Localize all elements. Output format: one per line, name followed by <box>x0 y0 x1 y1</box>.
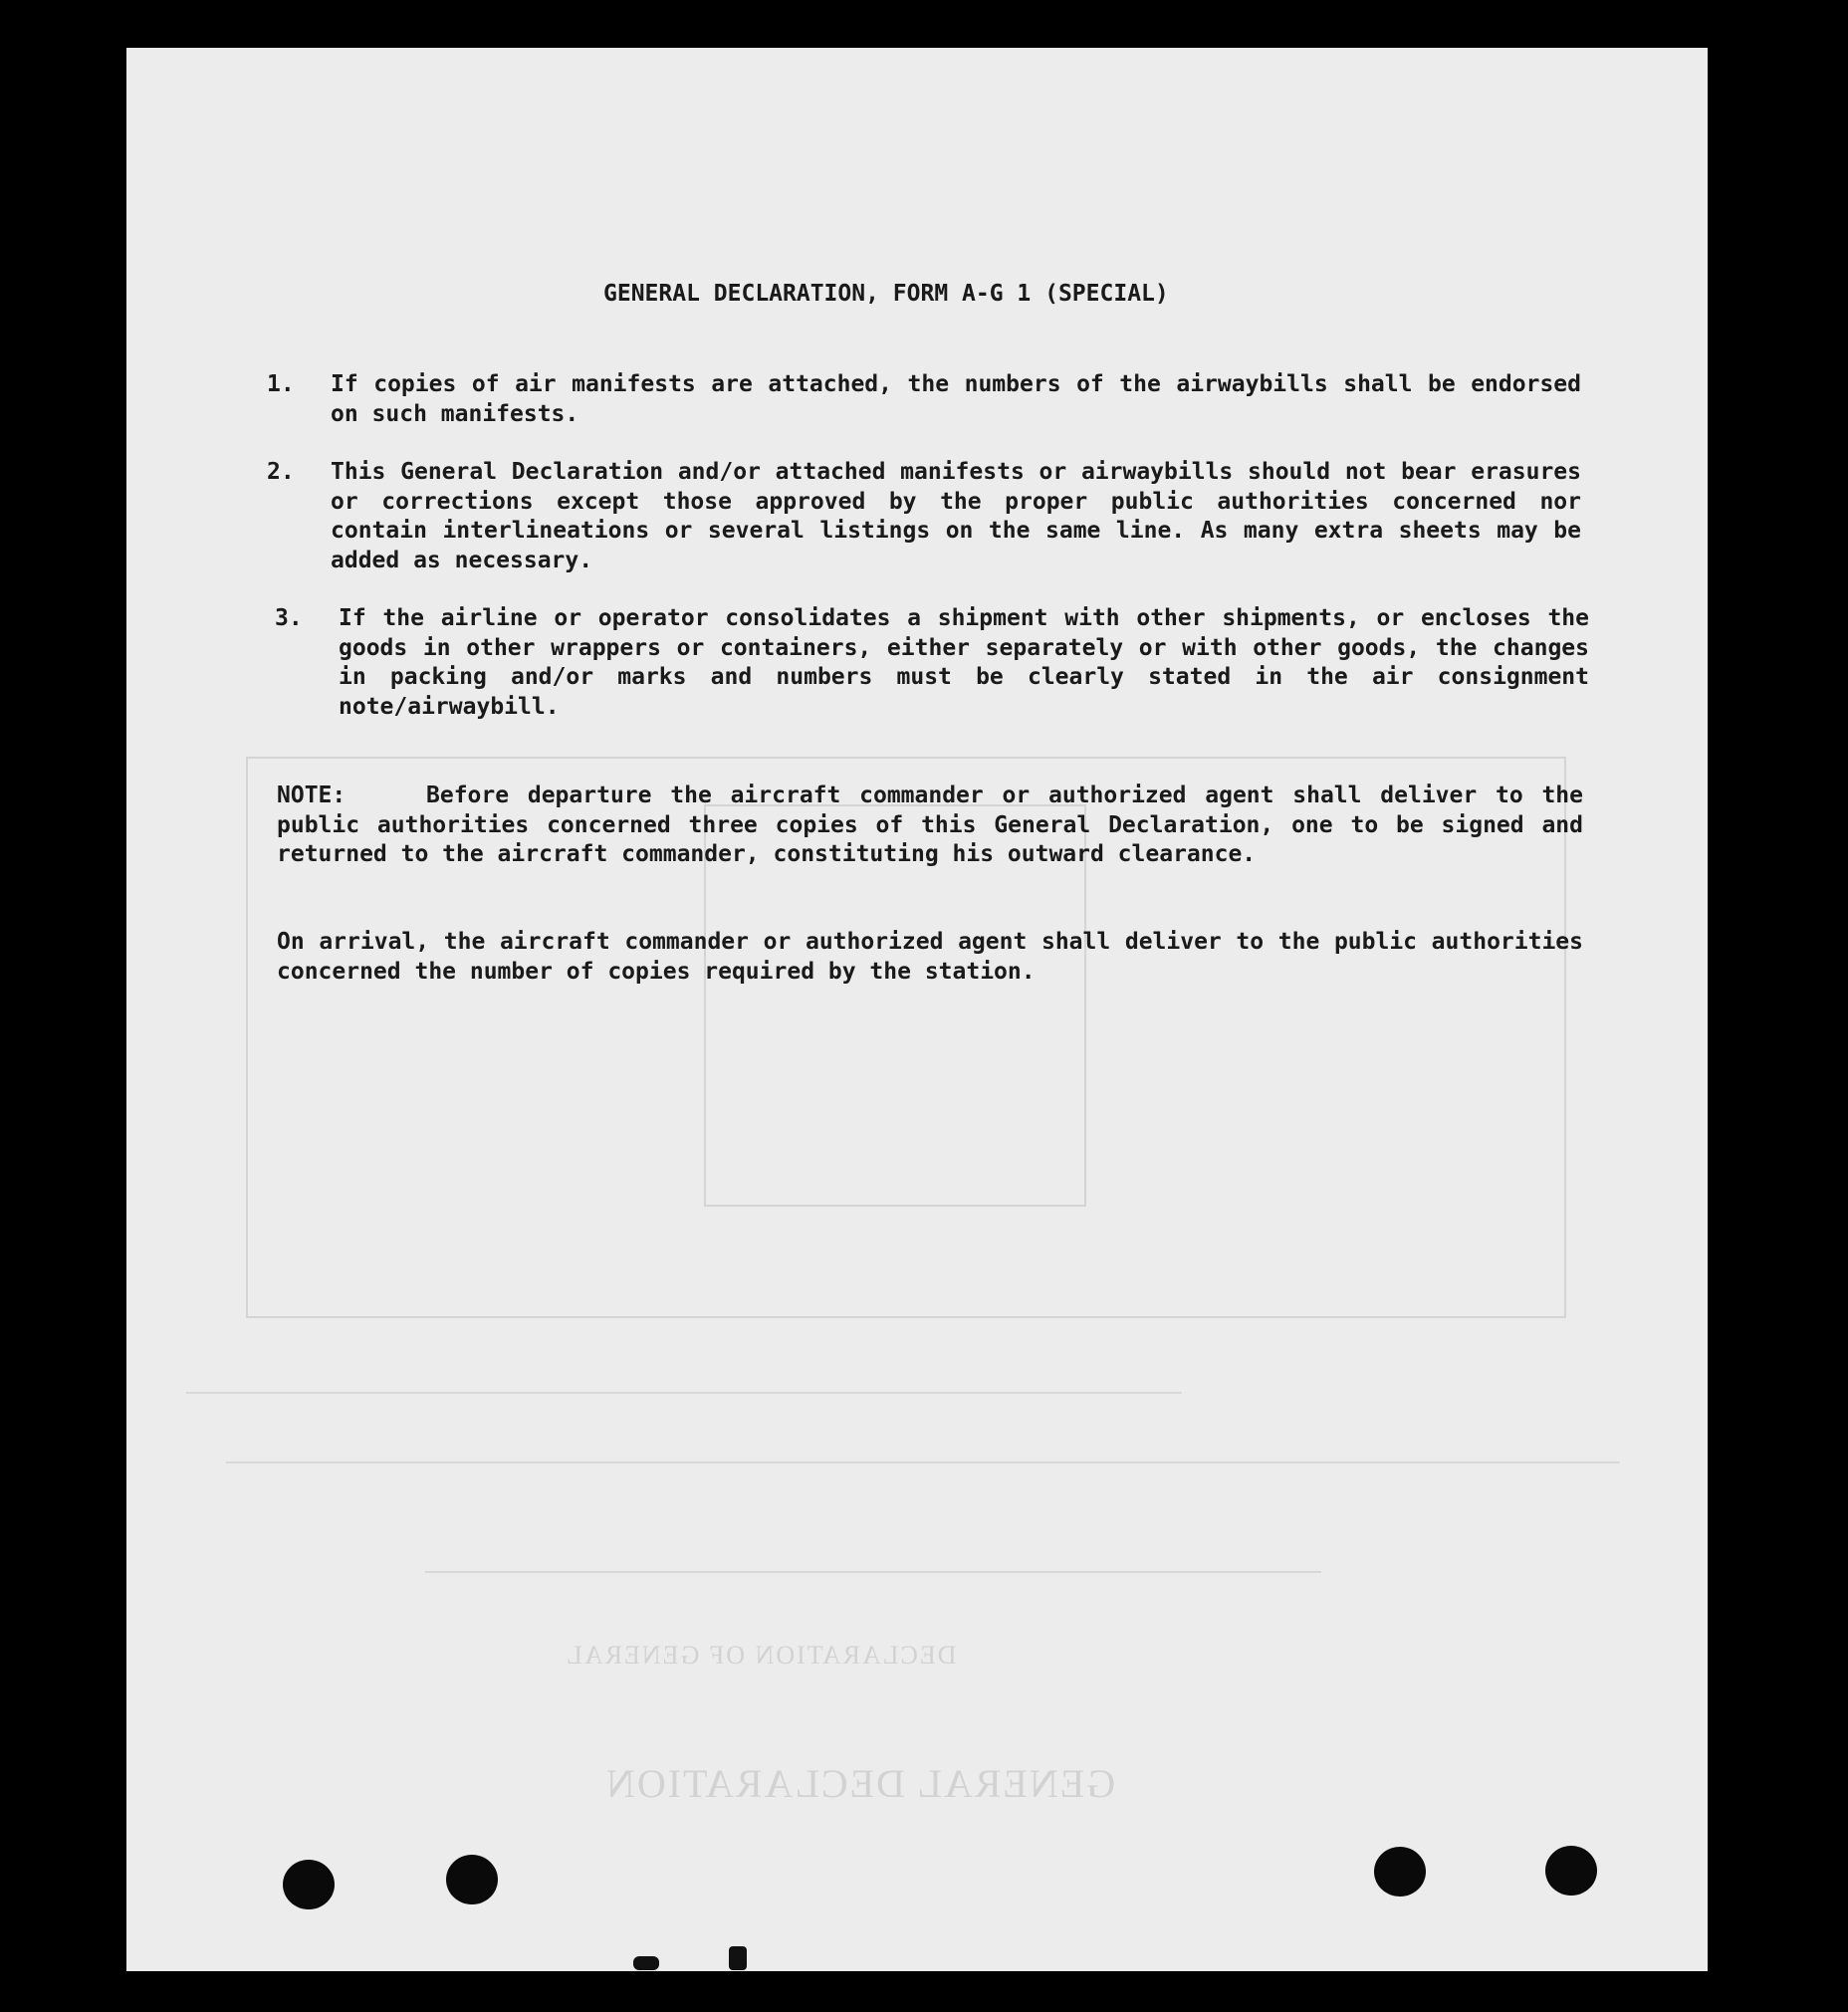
bleed-through-text: GENERAL DECLARATION <box>604 1761 1116 1806</box>
bleed-through-text: DECLARATION OF GENERAL <box>565 1641 957 1670</box>
list-item-number: 2. <box>267 459 295 485</box>
list-item-text: If the airline or operator consolidates a shipment with other shipments, or encloses the goods in other wrappers or containers, either separately or with other goods, the changes in packing and/or marks and numbers must be clearly stated in the air consignment note/airwaybill. <box>339 605 1589 720</box>
list-item-text: If copies of air manifests are attached, the numbers of the airwaybills shall be endorsed on such manifests. <box>331 371 1581 427</box>
list-item-number: 1. <box>267 371 295 397</box>
punch-hole <box>283 1860 335 1909</box>
arrival-text: On arrival, the aircraft commander or authorized agent shall deliver to the public authorities concerned the number of copies required by the station. <box>277 929 1583 985</box>
note-paragraph <box>277 782 1583 870</box>
document-title: GENERAL DECLARATION, FORM A-G 1 (SPECIAL) <box>603 281 1169 307</box>
punch-hole <box>1374 1847 1426 1897</box>
punch-hole <box>1545 1846 1597 1896</box>
note-label: NOTE: <box>277 782 346 808</box>
note-text: Before departure the aircraft commander or authorized agent shall deliver to the public authorities concerned three copies of this General Declaration, one to be signed and returned to the aircraft commander, constituting his outward clearance. <box>277 782 1583 867</box>
list-item-number: 3. <box>275 605 303 631</box>
paper-speck <box>729 1946 747 1970</box>
arrival-paragraph <box>277 928 1583 987</box>
punch-hole <box>446 1855 498 1904</box>
list-item-text: This General Declaration and/or attached manifests or airwaybills should not bear erasures or corrections except those approved by the proper public authorities concerned nor contain interlineations or several listings on the same line. As many extra sheets may be added as necessary. <box>331 459 1581 573</box>
paper-speck <box>633 1956 659 1970</box>
